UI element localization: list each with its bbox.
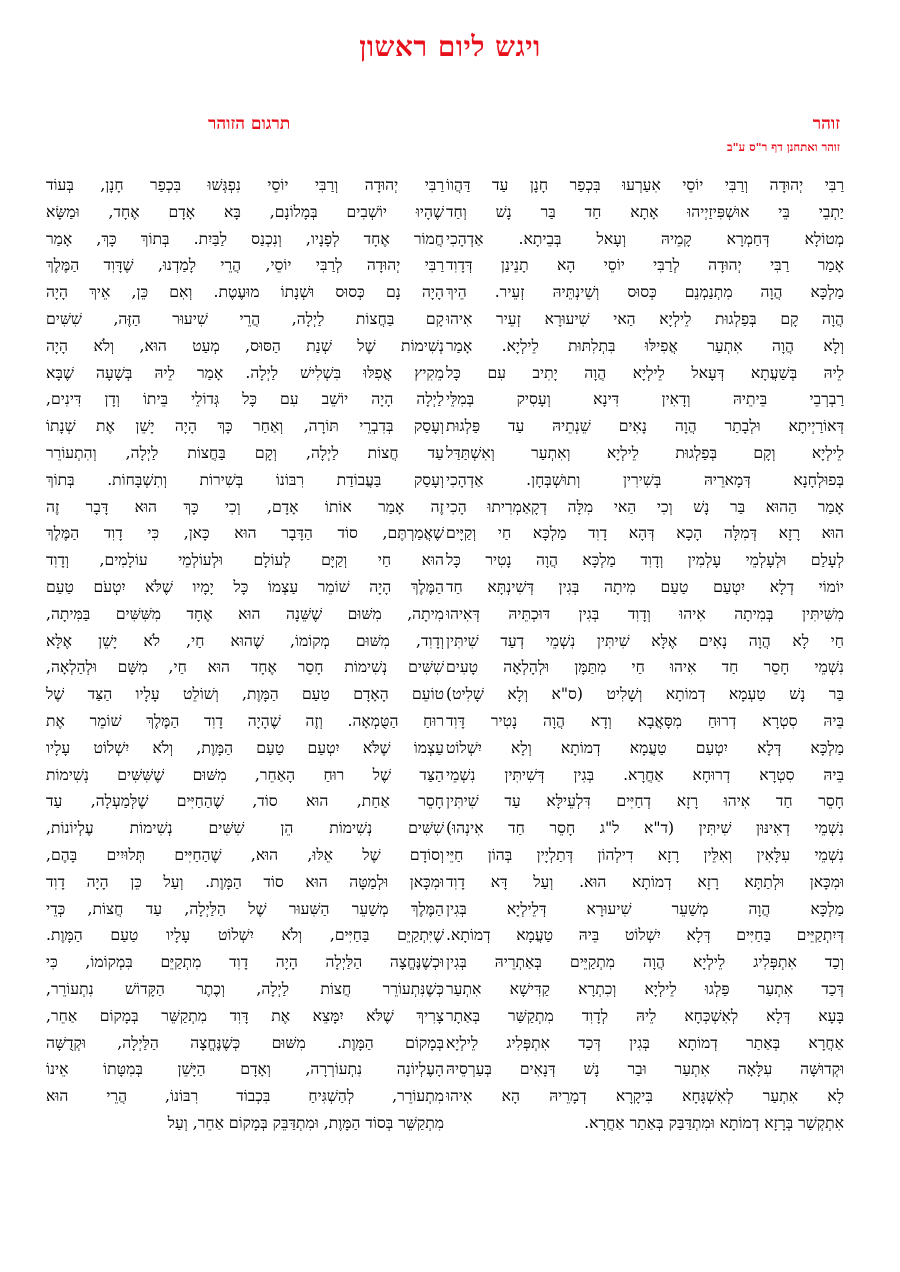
zohar-heading: זוהר [812,114,840,134]
translation-text-line: מִתְעוֹרֵר, לְהַשְׁגִּיחַ בִּכְבוֹד רִבּוֹנוֹ, הֲרֵי הוּא [46,1087,444,1106]
zohar-text-line: אָמַר רַבִּי יְהוּדָה לְרַבִּי יוֹסֵי הָא תָנֵינַן דְּדָוִד [446,256,844,275]
source-reference: זוהר ואתחנן דף ר"ס ע"ב [727,140,840,154]
zohar-text-line: בְּפוּלְחָנָא דְּמָארֵיהּ בְּשִׁירִין וְתוּשְׁבְּחָן. אַדְהָכִי [446,470,844,489]
translation-text-line: עַצְמוֹ שֶׁלֹּא יִטְעַם טַעַם הַמָּוֶת, וְלֹא יִשְׁלוֹט עָלָיו [46,738,444,757]
translation-text-line: הַמֶּלֶךְ הָיָה שׁוֹמֵר עַצְמוֹ כָּל יָמָיו שֶׁלֹּא יִטְעֹם טַעַם [46,577,444,596]
zohar-text-line: לְעָלַם וּלְעָלְמֵי עָלְמִין וְדָוִד מַלְכָּא הֲוָה נָטִיר כָּל [446,551,844,570]
translation-text-line: קָם בַּחֲצוֹת לַיְלָה, הֲרֵי שִׁיעוּר הַזֶּה, שִׁשִּׁים [46,309,444,328]
translation-text-line: הַמֶּלֶךְ מְשַׁעֵר הַשִּׁעוּר שֶׁל הַלַּיְלָה, עַד חֲצוֹת, כְּדֵי [46,899,444,918]
zohar-text-line: נִשְׁמֵי חָסֵר חַד אִיהוּ חַי מִתַּמָּן וּלְהָלְאָה טָעִים [446,658,844,677]
translation-text-line: הָיָה נָם כְּסוּס וּשְׁנָתוֹ מוּעֶטֶת. וְאִם כֵּן, אֵיךְ הָיָה [46,283,444,302]
zohar-text-line: לֵילְיָא וְקָם בְּפַלְגוּת לֵילְיָא וְאִתְעַר וְאִשְׁתַּדַּל [446,443,844,462]
translation-text-line: מִיתָה, מִשּׁוּם שֶׁשֵּׁנָה הוּא אֶחָד מִשִּׁשִּׁים בַּמִּיתָה, [46,604,444,623]
translation-text-line: וּמִכָּאן וּלְמַטָּה הוּא סוֹד הַמָּוֶת. וְעַל כֵּן הָיָה דָוִד [46,872,444,891]
zohar-text-line: בָּעָא דְּלָא לְאִשְׁכְּחָא לֵיהּ לְדָוִד מִתְקַשַּׁר בְּאַתָר [446,1006,844,1025]
zohar-text-line: חַי לָא הֲוָה נָאִים אֶלָּא שִׁיתִּין נִשְׁמֵי דְעַד שִׁיתִּין [446,631,844,650]
zohar-text-line: מַלְכָּא הֲוָה מִתְנַמְנֵם כְּסוּס וְשֵׁינְתֵּיהּ זְעֵיר. הֵיךְ [446,283,844,302]
translation-text-line: טוֹעֵם הָאָדָם טַעַם הַמָּוֶת, וְשׁוֹלֵט עָלָיו הַצַּד שֶׁל [46,685,444,704]
translation-text-line: לַיְלָה הָיָה יוֹשֵׁב עִם כָּל גְּדוֹלֵי בֵּיתוֹ וְדָן דִּינִים, [46,390,444,409]
zohar-text-line: רַבִּי יְהוּדָה וְרַבִּי יוֹסֵי אִעַרְעוּ בִּכְפַר חָנָן עַד דַּהֲווֹ [446,176,844,194]
zohar-text-line: יוֹמוֹי דְלָא יִטְעַם טַעַם מִיתָה בְּגִין דְּשִׁינְתָּא חַד [446,577,844,596]
zohar-text-line: הֲוָה קָם בְּפַלְגוּת לֵילְיָא הַאי שִׁיעוּרָא זְעֵיר אִיהוּ [446,309,844,328]
translation-text-line: שֶׁאֲמַרְתֶּם, סוֹד הַדָּבָר הוּא כָּאן, כִּי דָוִד הַמֶּלֶךְ [46,524,444,543]
zohar-text-line: וְכַד אִתְפְּלִיג לֵילְיָא הֲוָה מִתְקַיֵּים בְּאַתְרֵיהּ בְּגִין [446,953,844,972]
zohar-text-line: נִשְׁמֵי עִלָּאִין וְאִלֵּין רָזָא דִילְהוֹן דְּתַלְיָין בְּהוֹן חַיֵּי [446,845,844,864]
translation-text-line: נְשִׁימוֹת שֶׁל שְׁנַת הַסּוּס, מְעַט הוּא, וְלֹא הָיָה [46,336,444,355]
zohar-text-line: בַּר נָשׁ טַעְמָא דְמוֹתָא וְשָׁלִיט (ס"א וְלָא שָׁלִיט) [446,685,844,704]
zohar-text-line: לֵיהּ בְּשַׁעֲתָא דְּעָאל לֵילְיָא הֲוָה יָתִיב עִם כָּל [446,363,844,382]
translation-text-line: כְּשֶׁנִּתְעוֹרֵר חֲצוֹת לַיְלָה, וְכֶתֶר הַקָּדוֹשׁ נִתְעוֹרֵר, [46,979,444,998]
zohar-text-line: אָמַר הַהוּא בַּר נָשׁ וְכִי הַאי מִלָּה דְקָאַמְרִיתוּ הָכִי [446,497,844,516]
zohar-text-line: אִתְקְשַׁר בְּרָזָא דְמוֹתָא וּמִתְדַּבַּק בְּאַתַר אַחֲרָא. [584,1113,844,1132]
zohar-text-line: נִשְׁמֵי דְאִינּוּן שִׁיתִּין (ד"א ל"ג חָסֵר חַד אִינְהוּ) [446,819,844,838]
zohar-text-line: וּקְדוּשָּׁה עִלָּאָה אִתְעַר וּבַר נָשׁ דְּנָאִים בְּעַרְסֵיהּ [446,1060,844,1079]
translation-heading: תרגום הזוהר [208,114,291,134]
translation-text-line: בְּמָקוֹם הַמָּוֶת. מִשּׁוּם כְּשֶׁנֶּחֱצָה הַלַּיְלָה, וּקְדֻשָּׁה [46,1033,444,1052]
translation-text-line: זֶה אָמַר אוֹתוֹ אָדָם, וְכִי כָּךְ הוּא דָּבָר זֶה [46,497,444,516]
zohar-text-line: אַחֲרָא בְּאַתַר דְמוֹתָא בְּגִין דְּכַד אִתְפְּלִיג לֵילְיָא [446,1033,844,1052]
translation-text-line: צָרִיךְ שֶׁלֹּא יִמָּצֵא אֶת דָּוִד מִתְקַשֵּׁר בְּמָקוֹם אַחֵר, [46,1006,444,1025]
zohar-text-line: יַתְבֵי בֵּי אוּשְׁפִּיזַיְיהוּ אָתָא חַד בַּר נָשׁ וְחַד [446,202,844,221]
zohar-text-line: מְטוֹלָא דְּחַמְרָא קָמֵיהּ וְעָאל בְּבֵיתָא. אַדְהָכִי [446,229,844,248]
zohar-text-line: מַלְכָּא דְּלָא יִטְעַם טַעֲמָא דְמוֹתָא וְלָא יִשְׁלוֹט [446,738,844,757]
translation-text-line: וּכְשֶׁנֶּחֱצָה הַלַּיְלָה הָיָה דָוִד מִתְקַיֵּם בִּמְקוֹמוֹ, כִּי [46,953,444,972]
zohar-text-line: רַבְרְבֵי בֵּיתֵיהּ וְדָאִין דִּינָא וְעָסִיק בְּמִלֵּי [446,390,844,409]
translation-text-line: מֵקִיץ אֲפִלּוּ בִּשְׁלִישׁ לַיְלָה. אָמַר לֵיהּ בְּשָׁעָה שֶׁבָּא [46,363,444,382]
zohar-text-column [446,172,844,1137]
translation-text-line: שִׁשִּׁים נְשִׁימוֹת הֵן שִׁשִּׁים נְשִׁימוֹת עֶלְיוֹנוֹת, [46,819,444,838]
page-title: ויגש ליום ראשון [359,30,541,63]
translation-text-line: עַד חֲצוֹת לַיְלָה, וְקָם בַּחֲצוֹת לַיְלָה, וְהִתְעוֹרֵר [46,443,444,462]
translation-text-line: רַבִּי יְהוּדָה וְרַבִּי יוֹסֵי נִפְגְּשׁוּ בִּכְפַר חָנָן, בְּעוֹד [46,176,444,194]
zohar-text-line: מִשִּׁיתִּין בְּמִיתָה אִיהוּ וְדָוִד בְּגִין דּוּכְתֵּיהּ דְּאִיהוּ [446,604,844,623]
zohar-text-line: חָסֵר חַד אִיהוּ רָזָא דְחַיִּים דִּלְעֵילָּא עַד שִׁיתִּין [446,792,844,811]
zohar-text-line: וְלָא הֲוָה אִתְעַר אֲפִילּוּ בִּתְלִתּוּת לֵילְיָא. אָמַר [446,336,844,355]
translation-text-line: שֶׁהָיוּ יוֹשְׁבִים בְּמָלוֹנָם, בָּא אָדָם אֶחָד, וּמַשָּׂא [46,202,444,221]
translation-text-line: רַבִּי יְהוּדָה לְרַבִּי יוֹסֵי, הֲרֵי לָמַדְנוּ, שֶׁדָּוִד הַמֶּלֶךְ [46,256,444,275]
zohar-text-line: בֵּיהּ סִטְרָא דְרוּחַ מִסָּאֲבָא וְדָא הֲוָה נָטִיר דָּוִד [446,711,844,730]
translation-text-line: וְעָסַק בְּדִבְרֵי תּוֹרָה, וְאַחַר כָּךְ הָיָה יָשֵׁן אֶת שְׁנָתוֹ [46,417,444,436]
zohar-text-line: דְּאוֹרַיְיתָא וּלְבָתַר הֲוָה נָאִים שֵׁנְתֵיהּ עַד פַּלְגוּת [446,417,844,436]
zohar-text-line: וּמִכָּאן וּלְתַתָּא רָזָא דְמוֹתָא הוּא. וְעַל דָּא דָוִד [446,872,844,891]
translation-text-line: חָסֵר אַחַת, הוּא סוֹד, שֶׁהַחַיִּים שֶׁלְּמַעְלָה, עַד [46,792,444,811]
translation-text-line: הָעֶלְיוֹנָה נִתְעוֹרְרָה, וְאָדָם הַיָּשֵׁן בְּמִטָּתוֹ אֵינוֹ [46,1060,444,1079]
zohar-text-line: דְּכַד אִתְעַר פַּלְגוּ לֵילְיָא וְכִתְרָא קַדִּישָׁא אִתְעַר [446,979,844,998]
translation-text-line: וְסוֹדָם שֶׁל אֵלּוּ, הוּא, שֶׁהַחַיִּים תְּלוּיִים בָּהֶם, [46,845,444,864]
translation-text-line: הַצַּד שֶׁל רוּחַ הָאַחֵר, מִשּׁוּם שֶׁשִּׁשִּׁים נְשִׁימוֹת [46,765,444,784]
translation-text-column [46,172,444,1137]
zohar-text-line: בֵּיהּ סִטְרָא דְרוּחָא אַחֲרָא. בְּגִין דְּשִׁיתִּין נִשְׁמֵי [446,765,844,784]
translation-text-line: רוּחַ הַטֻּמְאָה. וְזֶה שֶׁהָיָה דָוִד הַמֶּלֶךְ שׁוֹמֵר אֶת [46,711,444,730]
translation-text-line: וְעָסַק בַּעֲבוֹדַת רִבּוֹנוֹ בְּשִׁירוֹת וְתִשְׁבָּחוֹת. בְּתוֹךְ [46,470,444,489]
translation-text-line: הוּא חַי וְקַיָּם לְעוֹלָם וּלְעוֹלְמֵי עוֹלָמִים, וְדָוִד [46,551,444,570]
translation-text-line: שִׁשִּׁים נְשִׁימוֹת חָסֵר אֶחָד הוּא חַי, מִשָּׁם וּלְהַלְאָה, [46,658,444,677]
translation-text-line: חֲמוֹר אֶחָד לְפָנָיו, וְנִכְנַס לַבַּיִת. בְּתוֹךְ כָּךְ, אָמַר [46,229,444,248]
zohar-text-line: הוּא רָזָא דְּמִלָּה הָכָא דְּהָא דָוִד מַלְכָּא חַי וְקַיָּים [446,524,844,543]
translation-text-line: וְדָוִד, מִשּׁוּם מְקוֹמוֹ, שֶׁהוּא חַי, לֹא יָשֵׁן אֶלָּא [46,631,444,650]
zohar-text-line: דְּיִתְקַיֵּים בַּחַיִּים דְּלָא יִשְׁלוֹט בֵּיהּ טַעֲמָא דְמוֹתָא. [446,926,844,945]
translation-text-line: שֶׁיִּתְקַיֵּם בַּחַיִּים, וְלֹא יִשְׁלוֹט עָלָיו טַעַם הַמָּוֶת. [46,926,444,945]
zohar-text-line: לָא אִתְעַר לְאִשְׁגָּחָא בִּיקָרָא דְמָרֵיהּ הָא אִיהוּ [446,1087,844,1106]
translation-text-line: מִתְקַשֵּׁר בְּסוֹד הַמָּוֶת, וּמִתְדַּבֵּק בְּמָקוֹם אַחֵר, וְעַל [167,1113,444,1132]
zohar-text-line: מַלְכָּא הֲוָה מְשַׁעֵר שִׁיעוּרָא דְּלֵילְיָא בְּגִין [446,899,844,918]
